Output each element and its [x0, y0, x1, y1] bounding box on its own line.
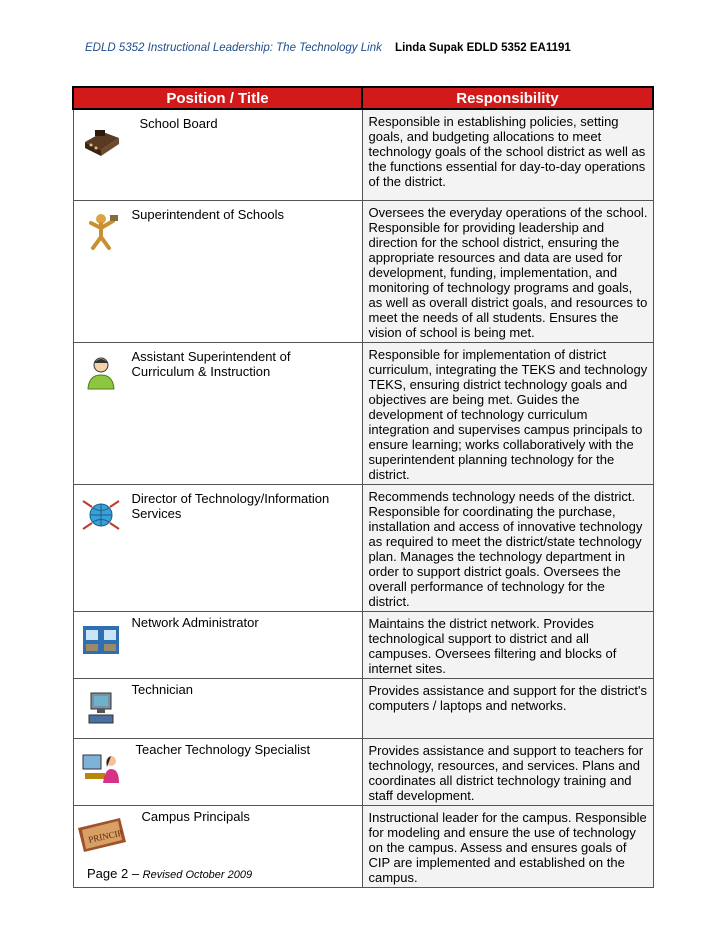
table-row [73, 678, 653, 738]
position-title: Teacher Technology Specialist [135, 741, 311, 757]
superintendent-icon [81, 211, 121, 251]
responsibility-cell: Oversees the everyday operations of the school. Responsible for providing leadership and direction for the school district, ensuring the appropriate resources and data are used for development, funding, implementation, and monitoring of technology programs and goals, as well as overall district goals, and resources to meet the needs of all students. Ensures the vision of school is being met. [362, 200, 653, 342]
responsibility-cell: Responsible in establishing policies, setting goals, and budgeting allocations to meet technology goals of the school district as well as the functions essential for day-to-day operations of the district. [362, 109, 653, 200]
position-cell [73, 611, 362, 678]
position-title: Campus Principals [141, 808, 250, 824]
position-cell [73, 484, 362, 611]
table-row [73, 109, 653, 200]
position-cell [73, 738, 362, 805]
table-row [73, 738, 653, 805]
teacher-at-computer-icon [81, 749, 121, 789]
position-cell [73, 678, 362, 738]
responsibility-cell: Responsible for implementation of district curriculum, integrating the TEKS and technology TEKS, ensuring district technology goals and objectives are being met. Guides the development of technology curriculum integration and supervises campus principals to ensure learning; works collaboratively with the superintendent planning technology for the district. [362, 342, 653, 484]
network-computers-icon [81, 622, 121, 662]
page-footer [87, 866, 252, 881]
svg-text:PRINCIP: PRINCIP [86, 827, 123, 845]
position-cell [73, 200, 362, 342]
responsibility-cell: Provides assistance and support to teachers for technology, resources, and services. Plans and coordinates all district technology training and staff development. [362, 738, 653, 805]
table-row [73, 484, 653, 611]
computer-icon [81, 689, 121, 729]
position-cell [73, 342, 362, 484]
responsibility-cell: Recommends technology needs of the district. Responsible for coordinating the purchase, installation and access of innovative technology as required to meet the district/state technology plan. Manages the technology department in order to support district goals. Oversees the overall performance of technology for the district. [362, 484, 653, 611]
position-cell [73, 109, 362, 200]
author-info: Linda Supak EDLD 5352 EA1191 [395, 42, 571, 54]
roles-table [72, 86, 654, 888]
revision-note: Revised October 2009 [142, 869, 253, 881]
table-row [73, 611, 653, 678]
page-header [85, 42, 571, 54]
page-number: Page 2 – [87, 866, 143, 881]
course-title: EDLD 5352 Instructional Leadership: The Technology Link [85, 42, 382, 54]
table-header-row [73, 87, 653, 109]
assistant-superintendent-icon [81, 353, 121, 393]
school-board-icon [81, 120, 121, 160]
position-title: Superintendent of Schools [131, 206, 284, 222]
responsibility-cell: Maintains the district network. Provides technological support to district and all campuses. Oversees filtering and blocks of internet sites. [362, 611, 653, 678]
column-header-responsibility: Responsibility [362, 87, 653, 109]
table-row [73, 200, 653, 342]
column-header-position: Position / Title [73, 87, 362, 109]
table-row [73, 342, 653, 484]
position-title: Assistant Superintendent of Curriculum & Instruction [131, 348, 291, 379]
responsibility-cell: Provides assistance and support for the district's computers / laptops and networks. [362, 678, 653, 738]
principal-sign-icon [78, 816, 126, 856]
globe-network-icon [81, 495, 121, 535]
position-title: Network Administrator [131, 614, 259, 630]
responsibility-cell: Instructional leader for the campus. Responsible for modeling and ensure the use of technology on the campus. Assess and ensures goals of CIP are implemented and established on the campus. [362, 805, 653, 887]
position-title: Technician [131, 681, 193, 697]
position-title: Director of Technology/Information Services [131, 490, 330, 521]
position-title: School Board [139, 116, 218, 131]
